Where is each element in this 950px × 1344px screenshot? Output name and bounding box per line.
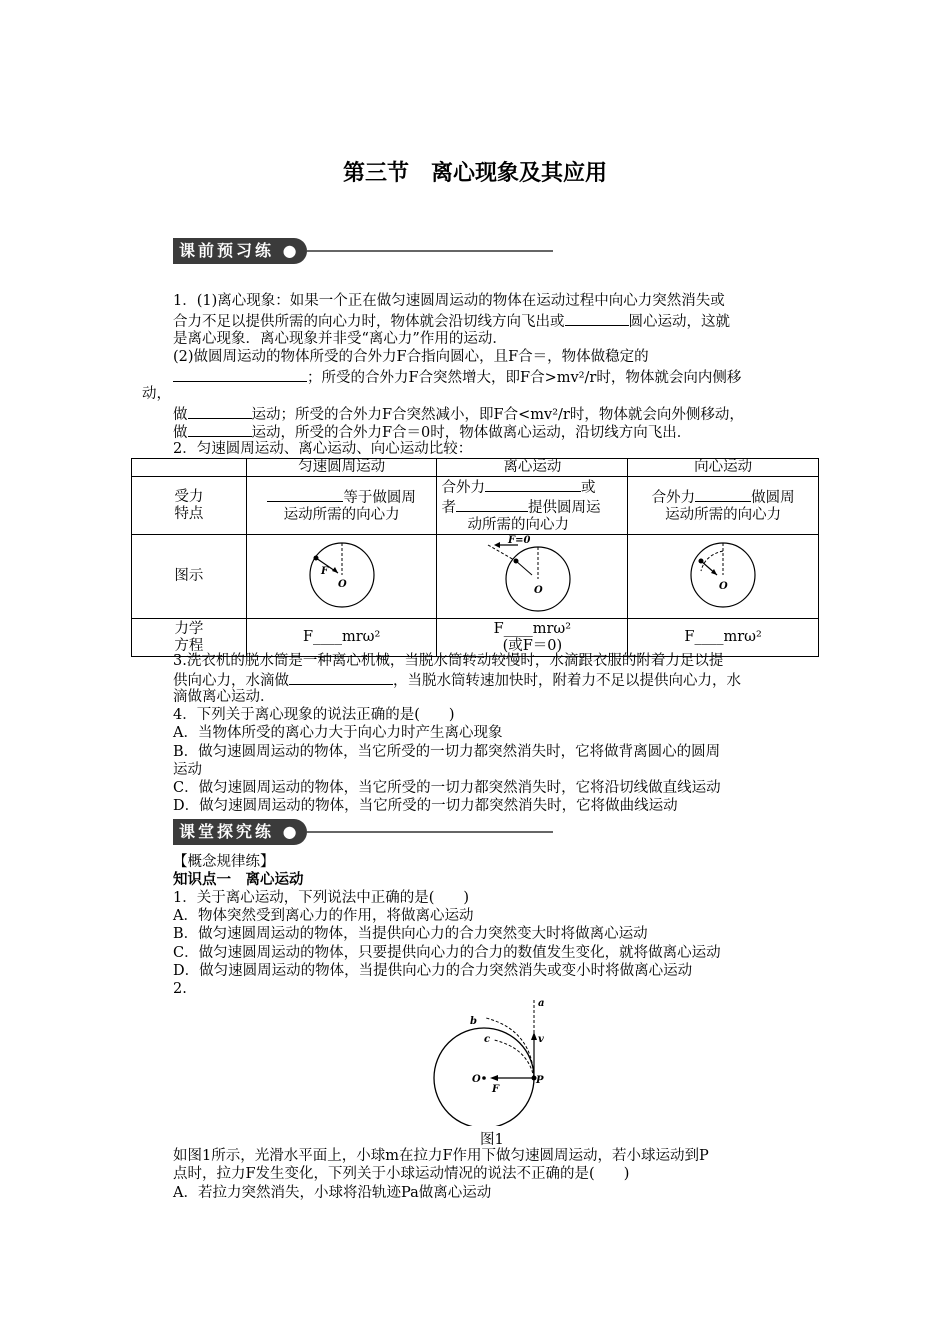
table-cell: F____mrω²	[246, 619, 437, 657]
practice-q1-option-a: A．物体突然受到离心力的作用，将做离心运动	[173, 908, 474, 924]
arrow-head	[332, 567, 338, 573]
q4-option-d: D．做匀速圆周运动的物体，当它所受的一切力都突然消失时，它将做曲线运动	[173, 798, 678, 814]
answer-blank	[267, 487, 343, 502]
practice-q2-option-a: A．若拉力突然消失，小球将沿轨迹Pa做离心运动	[173, 1185, 492, 1201]
row-label	[132, 619, 247, 657]
text-span: 运动所需的向心力	[283, 507, 400, 523]
answer-blank	[485, 477, 581, 492]
q3-line3: 滴做离心运动．	[173, 689, 275, 705]
table-cell	[628, 535, 819, 619]
practice-q2-line1: 如图1所示，光滑水平面上，小球m在拉力F作用下做匀速圆周运动，若小球运动到P	[173, 1148, 709, 1164]
centripetal-diagram	[683, 537, 763, 611]
practice-q1-option-d: D．做匀速圆周运动的物体，当提供向心力的合力突然消失或变小时将做离心运动	[173, 963, 693, 979]
arrow-head	[494, 542, 500, 548]
text-span: 运动，所受的合外力F合＝0时，物体做离心运动，沿切线方向飞出．	[251, 425, 692, 441]
text-span: 或	[580, 480, 596, 496]
page-title: 第三节 离心现象及其应用	[342, 161, 607, 186]
figure-1-caption: 图1	[480, 1132, 504, 1148]
tangent-path	[488, 545, 516, 561]
table-row	[132, 535, 819, 619]
center-dot	[482, 1076, 486, 1080]
table-cell	[437, 619, 628, 657]
arrow-head	[531, 1032, 537, 1040]
practice-q1-option-b: B．做匀速圆周运动的物体，当提供向心力的合力突然变大时将做离心运动	[173, 926, 648, 942]
q3-line2	[173, 670, 741, 690]
figure-1-diagram	[430, 996, 570, 1126]
text-span: 等于做圆周	[343, 490, 416, 506]
table-row	[132, 459, 819, 477]
inward-path	[701, 551, 723, 571]
text-span: 合外力	[651, 490, 696, 506]
force-zero-label: F=0	[508, 535, 531, 546]
preview-q1-line2	[173, 311, 730, 331]
answer-blank	[456, 497, 528, 512]
ball-dot	[514, 559, 519, 564]
label-v: v	[538, 1034, 544, 1045]
ball-dot	[699, 559, 704, 564]
center-label: O	[337, 579, 347, 590]
q4-option-a: A．当物体所受的离心力大于向心力时产生离心现象	[173, 725, 503, 741]
text-span: 圆心运动，这就	[628, 314, 730, 330]
text-span: 运动；所受的合外力F合突然减小，即F合<mv²/r时，物体就会向外侧移动，	[251, 407, 744, 423]
banner-rule	[307, 831, 553, 833]
center-label: O	[719, 581, 728, 592]
preview-q1-line5	[173, 367, 741, 387]
banner-rule	[307, 250, 553, 252]
answer-blank	[289, 670, 393, 685]
arrow-head	[490, 1075, 498, 1081]
answer-blank	[695, 487, 751, 502]
preview-q1-line4: (2)做圆周运动的物体所受的合外力F合指向圆心，且F合＝，物体做稳定的	[173, 349, 649, 365]
text-span: 运动所需的向心力	[665, 507, 782, 523]
row-label-text: 力学方程	[174, 620, 204, 654]
table-row	[132, 477, 819, 535]
banner-text: 课前预习练	[179, 241, 275, 260]
text-span: 做	[173, 425, 188, 441]
table-cell	[628, 477, 819, 535]
banner-label: 课堂探究练 ●	[173, 819, 307, 845]
practice-heading: 【概念规律练】	[173, 854, 275, 870]
text-span: 做	[173, 407, 188, 423]
preview-q1-line6: 动，	[142, 386, 171, 402]
q4-option-b-line2: 运动	[173, 762, 202, 778]
q3-line1: 3.洗衣机的脱水筒是一种离心机械，当脱水筒转动较慢时，水滴跟衣服的附着力足以提	[173, 653, 724, 669]
answer-blank	[565, 311, 629, 326]
label-b: b	[470, 1016, 477, 1027]
label-o: O	[472, 1074, 481, 1085]
q4-option-b-line1: B．做匀速圆周运动的物体，当它所受的一切力都突然消失时，它将做背离圆心的圆周	[173, 744, 721, 760]
ball-dot	[313, 556, 318, 561]
center-label: O	[534, 585, 544, 596]
text-span: 提供圆周运	[527, 500, 601, 516]
centrifugal-diagram	[482, 535, 582, 613]
label-f: F	[492, 1084, 500, 1095]
table-cell	[437, 535, 628, 619]
table-cell: F____mrω²	[628, 619, 819, 657]
preview-q2: 2．匀速圆周运动、离心运动、向心运动比较：	[173, 441, 473, 457]
preview-q1-line8	[173, 422, 691, 442]
row-label: 图示	[132, 535, 247, 619]
table-cell	[437, 477, 628, 535]
text-span: 做圆周	[751, 490, 795, 506]
row-label-text: 受力特点	[174, 488, 204, 522]
path-c	[494, 1040, 534, 1078]
preview-q1-line3: 是离心现象．离心现象并非受“离心力”作用的运动．	[173, 331, 507, 347]
practice-q1-option-c: C．做匀速圆周运动的物体，只要提供向心力的合力的数值发生变化，就将做离心运动	[173, 945, 721, 961]
radius-to-ball	[516, 561, 532, 575]
text-span: 动所需的向心力	[467, 517, 569, 533]
comparison-table	[131, 458, 819, 657]
text-span: 合力不足以提供所需的向心力时，物体就会沿切线方向飞出或	[173, 314, 565, 330]
practice-q2-number: 2.	[173, 981, 187, 997]
knowledge-point-title: 知识点一 离心运动	[173, 872, 304, 888]
table-cell	[132, 459, 247, 477]
label-c: c	[484, 1034, 491, 1045]
section-banner-practice	[173, 819, 553, 845]
preview-q1-line1: 1．(1)离心现象：如果一个正在做匀速圆周运动的物体在运动过程中向心力突然消失或	[173, 293, 725, 309]
text-span: 者	[441, 500, 456, 516]
text-span: F____mrω²	[493, 620, 572, 637]
preview-q1-line7	[173, 404, 744, 424]
uniform-circular-diagram	[302, 537, 382, 611]
q4-option-c: C．做匀速圆周运动的物体，当它所受的一切力都突然消失时，它将沿切线做直线运动	[173, 780, 721, 796]
label-p: P	[536, 1075, 544, 1086]
row-label	[132, 477, 247, 535]
table-header: 匀速圆周运动	[246, 459, 437, 477]
banner-text: 课堂探究练	[179, 822, 275, 841]
table-row	[132, 619, 819, 657]
text-span: 供向心力，水滴做	[173, 673, 289, 689]
text-span: (或F＝0)	[502, 637, 563, 654]
text-span: 合外力	[441, 480, 485, 496]
answer-blank	[188, 404, 252, 419]
section-banner-preview	[173, 238, 553, 264]
answer-blank	[173, 367, 307, 382]
banner-label: 课前预习练 ●	[173, 238, 307, 264]
text-span: ，当脱水筒转速加快时，附着力不足以提供向心力，水	[393, 673, 741, 689]
path-b	[486, 1018, 534, 1078]
label-a: a	[538, 998, 545, 1009]
practice-q1-stem: 1．关于离心运动，下列说法中正确的是( )	[173, 890, 470, 906]
table-cell	[246, 535, 437, 619]
table-header: 离心运动	[437, 459, 628, 477]
force-label: F	[320, 566, 328, 577]
practice-q2-line2: 点时，拉力F发生变化，下列关于小球运动情况的说法不正确的是( )	[173, 1166, 630, 1182]
q4-stem: 4．下列关于离心现象的说法正确的是( )	[173, 707, 455, 723]
table-header: 向心运动	[628, 459, 819, 477]
text-span: ；所受的合外力F合突然增大，即F合>mv²/r时，物体就会向内侧移	[307, 370, 742, 386]
answer-blank	[188, 422, 252, 437]
table-cell	[246, 477, 437, 535]
